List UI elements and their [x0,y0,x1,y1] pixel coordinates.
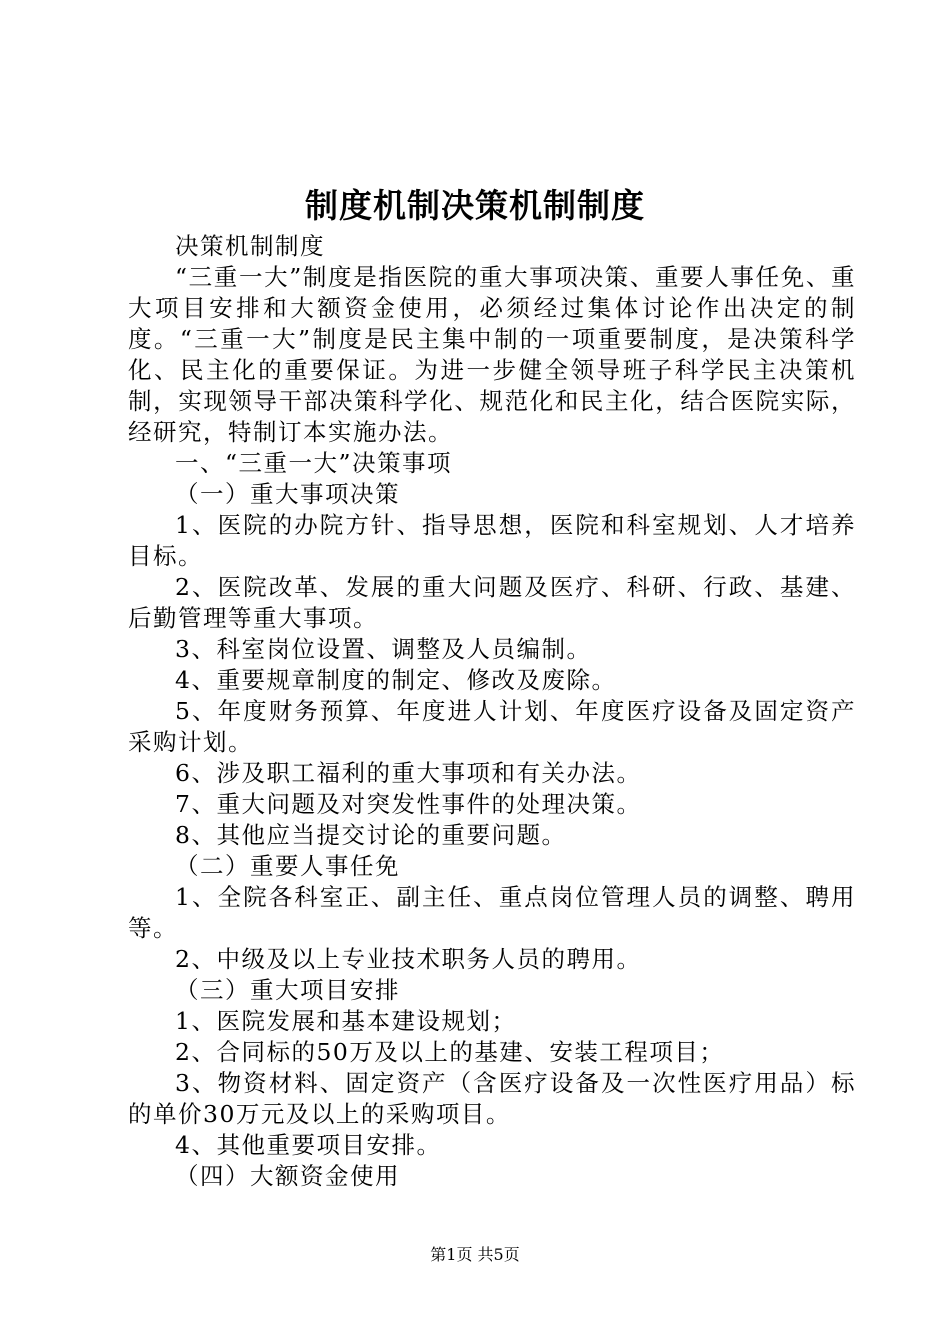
list-item: 5、年度财务预算、年度进人计划、年度医疗设备及固定资产采购计划。 [128,697,856,756]
list-item: 8、其他应当提交讨论的重要问题。 [175,821,567,849]
paragraph: 决策机制制度 [175,232,325,260]
list-item: 3、科室岗位设置、调整及人员编制。 [175,635,592,663]
list-item: 1、医院的办院方针、指导思想，医院和科室规划、人才培养目标。 [128,511,856,570]
list-item: 2、中级及以上专业技术职务人员的聘用。 [175,945,642,973]
subsection-heading: （二）重要人事任免 [175,852,400,880]
paragraph: “三重一大”制度是指医院的重大事项决策、重要人事任免、重大项目安排和大额资金使用，必须经过集体讨论作出决定的制度。“三重一大”制度是民主集中制的一项重要制度，是决策科学化、民主化的重要保证。为进一步健全领导班子科学民主决策机制，实现领导干部决策科学化、规范化和民主化，结合医院实际，经研究，特制订本实施办法。 [128,263,856,446]
list-item: 7、重大问题及对突发性事件的处理决策。 [175,790,642,818]
list-item: 3、物资材料、固定资产（含医疗设备及一次性医疗用品）标的单价30万元及以上的采购项目。 [128,1069,856,1128]
subsection-heading: （三）重大项目安排 [175,976,400,1004]
list-item: 1、医院发展和基本建设规划； [175,1007,517,1035]
list-item: 4、重要规章制度的制定、修改及废除。 [175,666,617,694]
document-body [128,231,856,1192]
list-item: 6、涉及职工福利的重大事项和有关办法。 [175,759,642,787]
document-title: 制度机制决策机制制度 [305,186,645,225]
list-item: 2、医院改革、发展的重大问题及医疗、科研、行政、基建、后勤管理等重大事项。 [128,573,856,632]
list-item: 4、其他重要项目安排。 [175,1131,442,1159]
subsection-heading: （四）大额资金使用 [175,1162,400,1190]
list-item: 2、合同标的50万及以上的基建、安装工程项目； [175,1038,725,1066]
page-number-footer: 第1页 共5页 [430,1245,520,1264]
section-heading: 一、“三重一大”决策事项 [175,449,453,477]
list-item: 1、全院各科室正、副主任、重点岗位管理人员的调整、聘用等。 [128,883,856,942]
subsection-heading: （一）重大事项决策 [175,480,400,508]
